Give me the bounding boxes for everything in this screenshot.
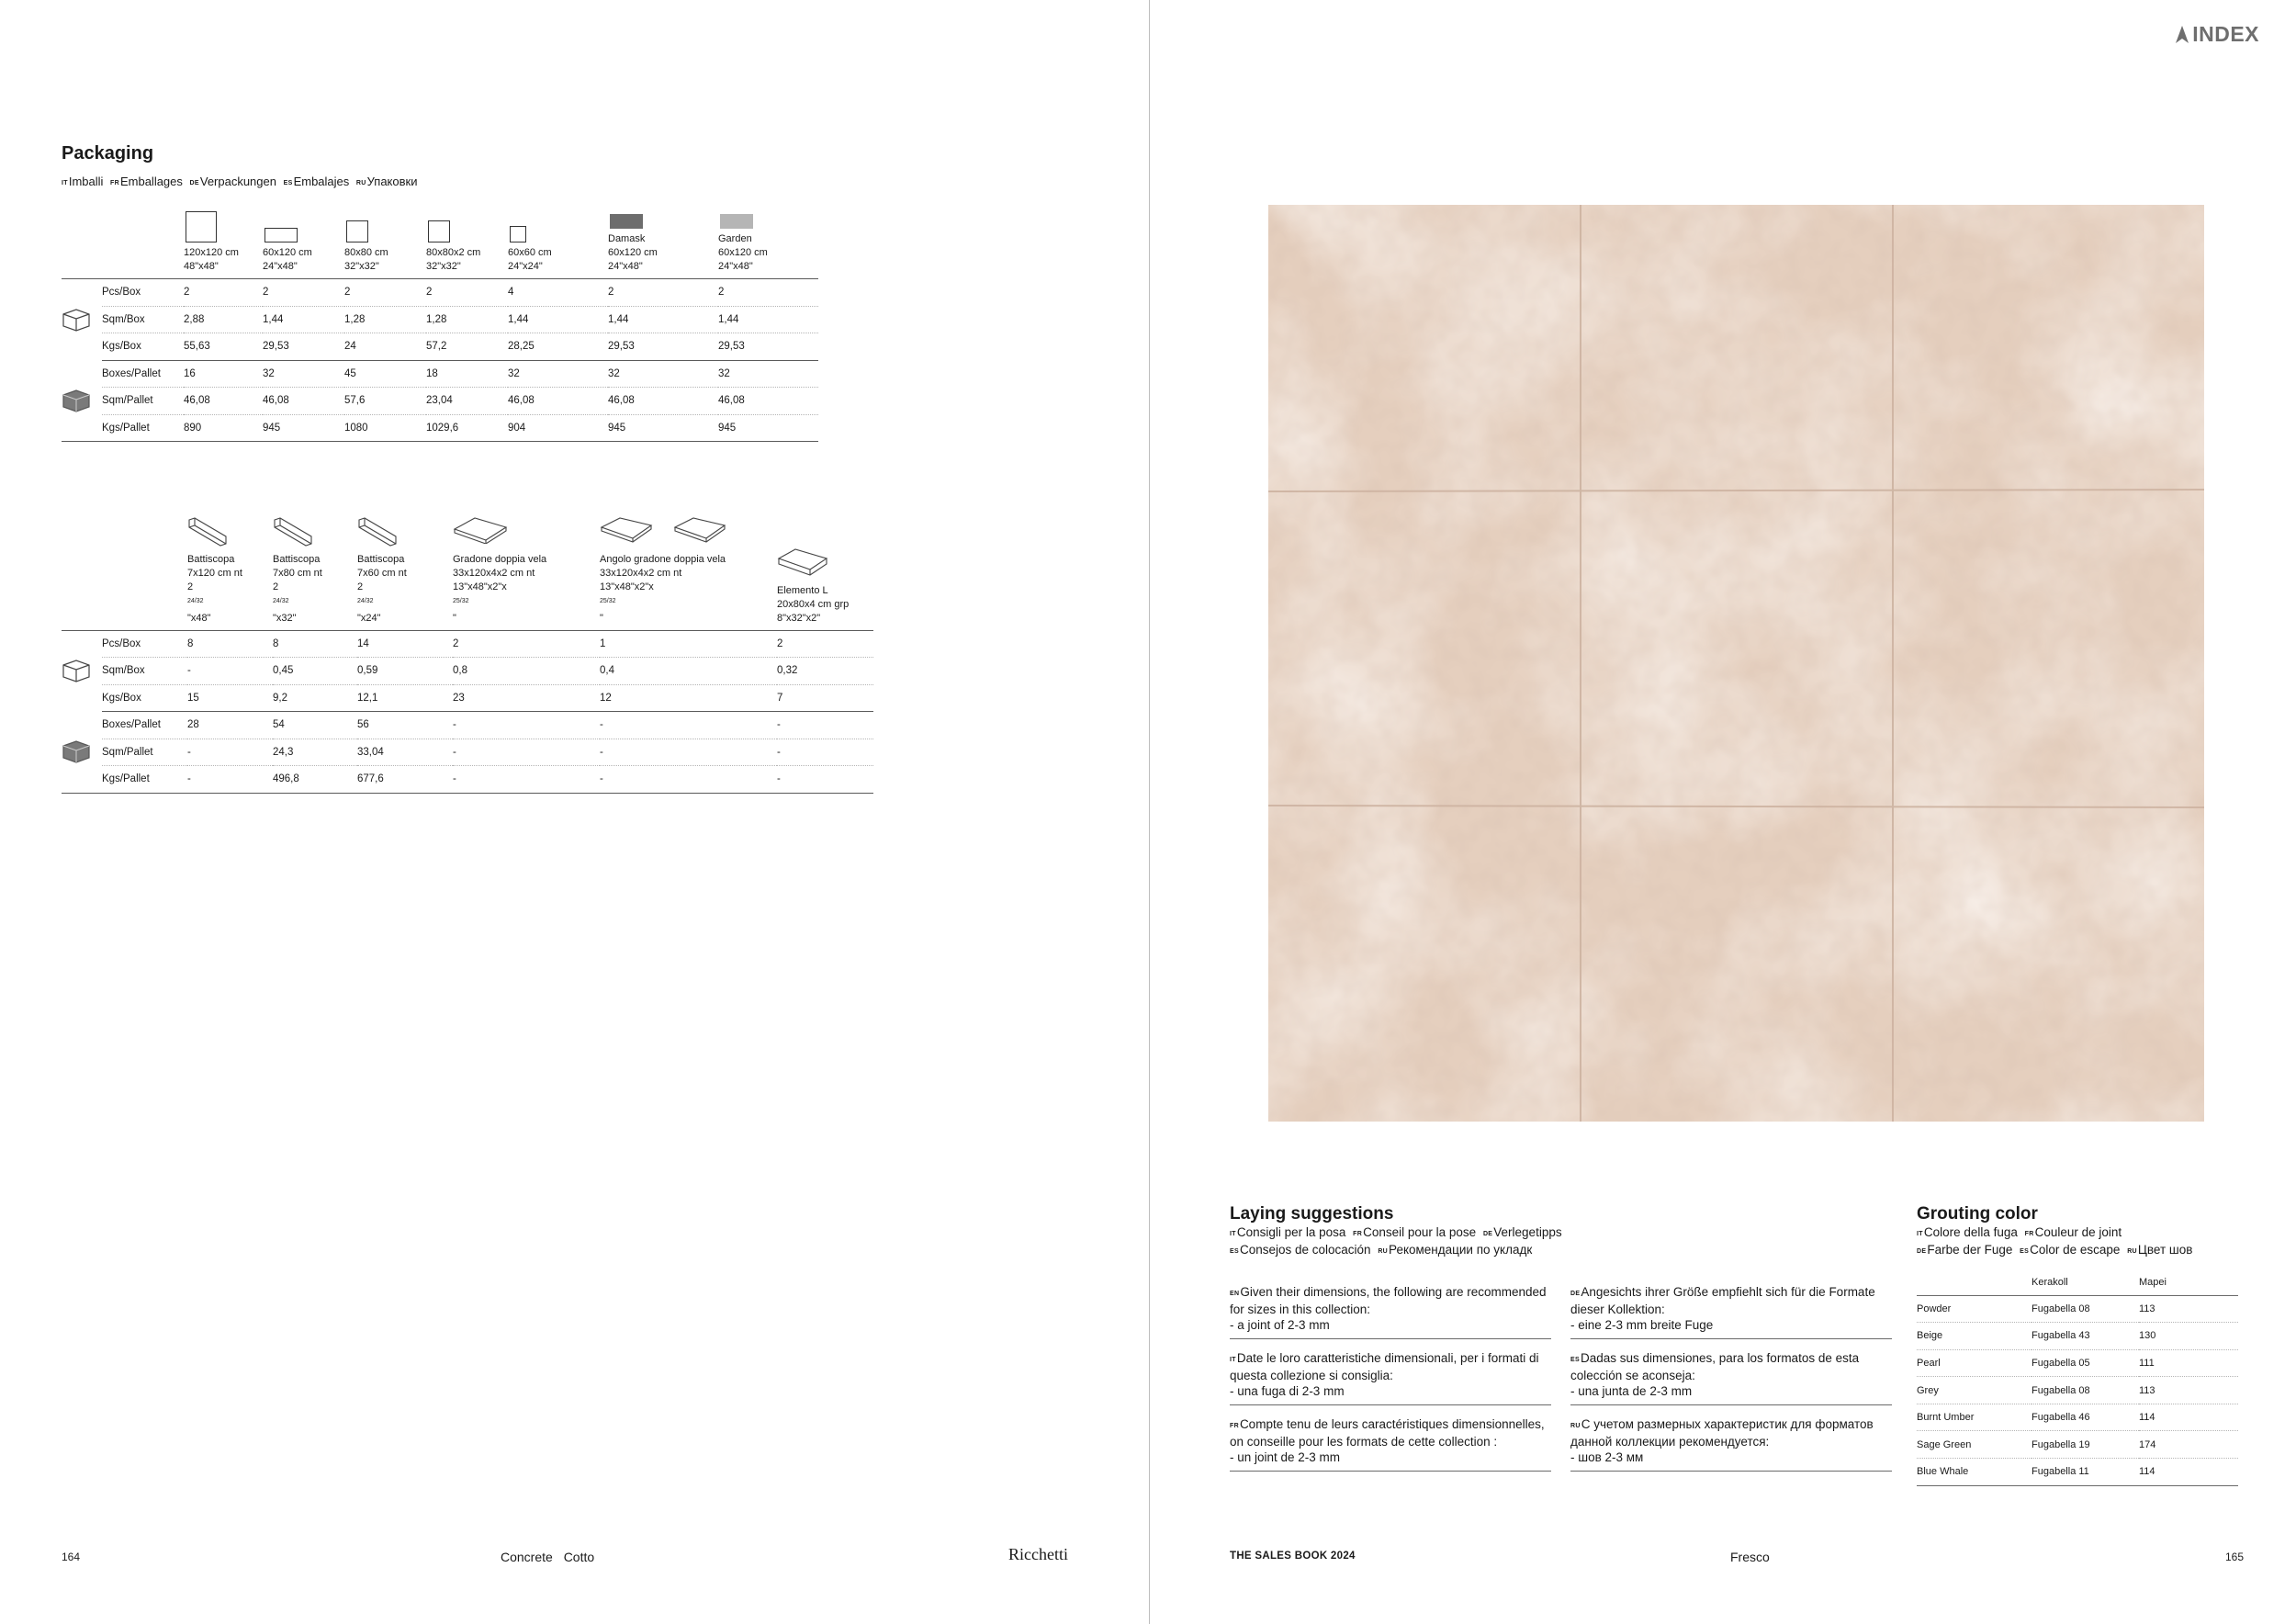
column-header: Garden 60x120 cm 24"x48" xyxy=(718,204,818,279)
page-spine xyxy=(1149,0,1150,1624)
skirting-icon xyxy=(357,516,398,547)
column-header: Damask 60x120 cm 24"x48" xyxy=(608,204,718,279)
column-header: Elemento L 20x80x4 cm grp 8"x32"x2" xyxy=(777,516,873,630)
fresco-tile-pattern xyxy=(1268,205,2204,1122)
column-header: 80x80 cm 32"x32" xyxy=(344,204,426,279)
table-row: Pcs/Box 2 2 2 2 4 2 2 xyxy=(62,279,818,307)
laying-text-de: DEAngesichts ihrer Größe empfiehlt sich für die Formate dieser Kollektion: - eine 2-3 mm breite Fuge xyxy=(1570,1284,1892,1339)
index-arrow-icon xyxy=(2174,25,2190,45)
lang-ru: RUУпаковки xyxy=(355,175,418,188)
tile-laying-image xyxy=(1268,205,2204,1122)
page-number-left: 164 xyxy=(62,1551,81,1563)
tile-80x80x2-icon xyxy=(428,220,450,242)
table-row: Kgs/Pallet 890 945 1080 1029,6 904 945 945 xyxy=(62,414,818,442)
table-row: Kgs/Box 55,63 29,53 24 57,2 28,25 29,53 29,53 xyxy=(62,333,818,361)
lang-fr: FREmballages xyxy=(110,175,183,188)
step-icon xyxy=(453,516,508,544)
column-header: Battiscopa 7x80 cm nt 2 $^{24/32}$ "x32" xyxy=(273,516,357,630)
column-header: 80x80x2 cm 32"x32" xyxy=(426,204,508,279)
step-corner-icon xyxy=(600,516,728,544)
grouting-color-translations: ITColore della fuga FRCouleur de joint DEFarbe der Fuge ESColor de escape RUЦвет шов xyxy=(1917,1225,2193,1257)
index-label[interactable]: INDEX xyxy=(2192,22,2259,46)
tile-garden-icon xyxy=(720,214,753,229)
column-header: Gradone doppia vela 33x120x4x2 cm nt 13"x48"x2"x $^{25/32}$ " xyxy=(453,516,600,630)
book-title: THE SALES BOOK 2024 xyxy=(1230,1551,1356,1562)
table-header-row xyxy=(62,204,818,279)
table-header-row: Kerakoll Mapei xyxy=(1917,1270,2238,1295)
table-row: Burnt Umber Fugabella 46 114 xyxy=(1917,1404,2238,1431)
table-row: Beige Fugabella 43 130 xyxy=(1917,1323,2238,1350)
table-row: Sqm/Pallet - 24,3 33,04 - - - xyxy=(62,739,873,766)
table-row: Powder Fugabella 08 113 xyxy=(1917,1295,2238,1323)
table-row: Sqm/Pallet 46,08 46,08 57,6 23,04 46,08 46,08 46,08 xyxy=(62,388,818,415)
box-icon xyxy=(62,657,91,682)
box-icon xyxy=(62,306,91,332)
collection-name-right: Fresco xyxy=(1730,1550,1770,1564)
lang-de: DEVerpackungen xyxy=(189,175,276,188)
l-element-icon xyxy=(777,547,828,577)
pallet-icon xyxy=(62,387,91,412)
page-number-right: 165 xyxy=(2225,1551,2245,1563)
table-row: Kgs/Box 15 9,2 12,1 23 12 7 xyxy=(62,684,873,712)
column-header: 60x120 cm 24"x48" xyxy=(263,204,344,279)
table-row: Sqm/Box 2,88 1,44 1,28 1,28 1,44 1,44 1,44 xyxy=(62,306,818,333)
grouting-color-table xyxy=(1917,1270,2238,1486)
column-header: Battiscopa 7x120 cm nt 2 $^{24/32}$ "x48" xyxy=(187,516,273,630)
brand-logo: Ricchetti xyxy=(1008,1545,1068,1563)
laying-text-en: ENGiven their dimensions, the following are recommended for sizes in this collection: - a joint of 2-3 mm xyxy=(1230,1284,1551,1339)
column-header: Battiscopa 7x60 cm nt 2 $^{24/32}$ "x24" xyxy=(357,516,453,630)
laying-text-fr: FRCompte tenu de leurs caractéristiques dimensionnelles, on conseille pour les formats de cette collection : - un joint de 2-3 mm xyxy=(1230,1416,1551,1472)
table-row: Sage Green Fugabella 19 174 xyxy=(1917,1431,2238,1459)
column-header: Angolo gradone doppia vela 33x120x4x2 cm nt 13"x48"x2"x $^{25/32}$ " xyxy=(600,516,777,630)
index-link[interactable] xyxy=(2174,22,2259,47)
packaging-title: Packaging xyxy=(62,143,154,164)
skirting-icon xyxy=(273,516,313,547)
lang-es: ESEmbalajes xyxy=(283,175,350,188)
table-row: Kgs/Pallet - 496,8 677,6 - - - xyxy=(62,766,873,794)
laying-text-it: ITDate le loro caratteristiche dimensionali, per i formati di questa collezione si consiglia: - una fuga di 2-3 mm xyxy=(1230,1350,1551,1405)
right-page xyxy=(1152,0,2296,1624)
table-row: Grey Fugabella 08 113 xyxy=(1917,1377,2238,1404)
pallet-icon xyxy=(62,738,91,763)
packaging-translations xyxy=(62,175,421,188)
laying-text-es: ESDadas sus dimensiones, para los formatos de esta colección se aconseja: - una junta de 2-3 mm xyxy=(1570,1350,1892,1405)
laying-column-2 xyxy=(1570,1284,1892,1483)
skirting-icon xyxy=(187,516,228,547)
table-row: Pearl Fugabella 05 111 xyxy=(1917,1349,2238,1377)
laying-suggestions-translations: ITConsigli per la posa FRConseil pour la pose DEVerlegetipps ESConsejos de colocación RUРекомендации по укладк xyxy=(1230,1225,1562,1257)
tile-60x120-icon xyxy=(264,228,298,242)
tile-80x80-icon xyxy=(346,220,368,242)
table-row: Blue Whale Fugabella 11 114 xyxy=(1917,1459,2238,1486)
lang-it: ITImballi xyxy=(62,175,104,188)
column-header: 60x60 cm 24"x24" xyxy=(508,204,608,279)
tile-120x120-icon xyxy=(186,211,217,242)
laying-column-1 xyxy=(1230,1284,1551,1483)
collection-name-left: Concrete Cotto xyxy=(501,1550,595,1564)
laying-suggestions-title: Laying suggestions xyxy=(1230,1204,1394,1224)
table-row: Boxes/Pallet 28 54 56 - - - xyxy=(62,712,873,739)
table-header-row xyxy=(62,516,873,630)
tile-60x60-icon xyxy=(510,226,526,242)
table-row: Sqm/Box - 0,45 0,59 0,8 0,4 0,32 xyxy=(62,658,873,685)
laying-text-ru: RUС учетом размерных характеристик для форматов данной коллекции рекомендуется: - шов 2-3 мм xyxy=(1570,1416,1892,1472)
tile-damask-icon xyxy=(610,214,643,229)
table-row: Boxes/Pallet 16 32 45 18 32 32 32 xyxy=(62,360,818,388)
packaging-table-trims xyxy=(62,516,873,794)
column-header: 120x120 cm 48"x48" xyxy=(184,204,263,279)
table-row: Pcs/Box 8 8 14 2 1 2 xyxy=(62,630,873,658)
packaging-table-tiles xyxy=(62,204,818,442)
grouting-color-title: Grouting color xyxy=(1917,1204,2038,1224)
